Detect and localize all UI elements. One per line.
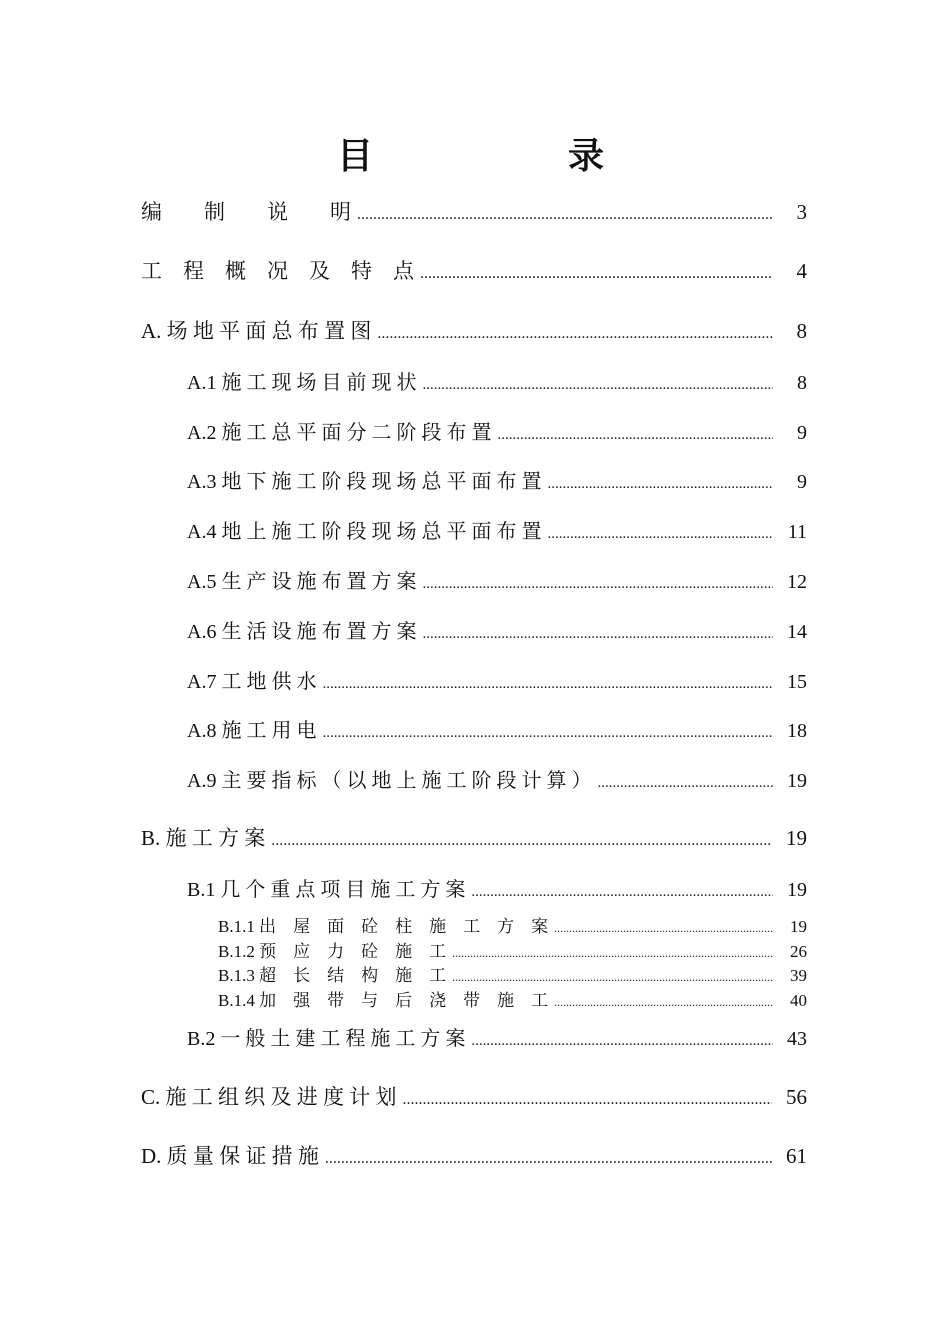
leader-dots	[422, 626, 773, 643]
toc-entry-label: 编 制 说 明	[141, 200, 351, 224]
toc-entry-label: A.9 主 要 指 标 （ 以 地 上 施 工 阶 段 计 算 ）	[187, 770, 592, 792]
toc-entry-label: C. 施 工 组 织 及 进 度 计 划	[141, 1085, 397, 1109]
toc-entry-label: B.2 一 般 土 建 工 程 施 工 方 案	[187, 1028, 466, 1050]
toc-entry[interactable]	[187, 416, 807, 445]
toc-entry[interactable]	[141, 1081, 807, 1111]
toc-entry[interactable]	[218, 937, 807, 962]
toc-entry[interactable]	[187, 1022, 807, 1051]
leader-dots	[471, 1033, 773, 1050]
leader-dots	[597, 775, 773, 792]
leader-dots	[554, 921, 773, 936]
toc-entry-page: 19	[790, 917, 807, 936]
toc-entry[interactable]	[187, 615, 807, 644]
toc-entry-page: 61	[786, 1144, 807, 1168]
toc-entry-page: 56	[786, 1085, 807, 1109]
toc-entry-page: 18	[787, 720, 807, 742]
leader-dots	[420, 265, 773, 283]
toc-entry-label: B.1.3 超 长 结 构 施 工	[218, 966, 447, 985]
leader-dots	[377, 325, 773, 343]
leader-dots	[422, 377, 773, 394]
toc-entry-label: A.4 地 上 施 工 阶 段 现 场 总 平 面 布 置	[187, 521, 542, 543]
toc-entry-page: 8	[796, 319, 807, 343]
leader-dots	[452, 970, 773, 985]
toc-entry-label: A.5 生 产 设 施 布 置 方 案	[187, 571, 417, 593]
toc-entry-label: B.1.1 出 屋 面 砼 柱 施 工 方 案	[218, 917, 549, 936]
toc-entry-page: 19	[786, 826, 807, 850]
toc-entry-page: 43	[787, 1028, 807, 1050]
leader-dots	[325, 1150, 772, 1168]
leader-dots	[452, 946, 773, 961]
toc-entry[interactable]	[141, 255, 807, 285]
leader-dots	[322, 725, 773, 742]
toc-entry[interactable]	[187, 665, 807, 694]
toc-entry[interactable]	[187, 515, 807, 544]
toc-entry-page: 9	[797, 471, 807, 493]
toc-entry-page: 19	[787, 770, 807, 792]
toc-entry[interactable]	[187, 565, 807, 594]
toc-entry[interactable]	[187, 366, 807, 395]
leader-dots	[497, 427, 773, 444]
toc-entry-label: A.6 生 活 设 施 布 置 方 案	[187, 621, 417, 643]
toc-entry-page: 4	[796, 259, 807, 283]
leader-dots	[322, 676, 773, 693]
leader-dots	[357, 206, 773, 224]
toc-entry[interactable]	[218, 961, 807, 986]
toc-entry-page: 8	[797, 372, 807, 394]
toc-entry-label: A.3 地 下 施 工 阶 段 现 场 总 平 面 布 置	[187, 471, 542, 493]
toc-entry[interactable]	[187, 873, 807, 902]
leader-dots	[547, 476, 773, 493]
leader-dots	[422, 576, 773, 593]
toc-entry-page: 39	[790, 966, 807, 985]
toc-entry-page: 26	[790, 942, 807, 961]
toc-entry[interactable]	[141, 196, 807, 226]
toc-entry-label: A.2 施 工 总 平 面 分 二 阶 段 布 置	[187, 422, 492, 444]
toc-entry-label: B.1 几 个 重 点 项 目 施 工 方 案	[187, 879, 466, 901]
toc-entry-page: 3	[796, 200, 807, 224]
toc-entry-label: A.7 工 地 供 水	[187, 671, 317, 693]
toc-entry-page: 11	[787, 521, 807, 543]
leader-dots	[271, 832, 772, 850]
toc-entry-page: 40	[790, 991, 807, 1010]
toc-entry[interactable]	[141, 822, 807, 852]
toc-entry[interactable]	[141, 315, 807, 345]
toc-entry-label: A. 场 地 平 面 总 布 置 图	[141, 319, 372, 343]
toc-entry[interactable]	[187, 764, 807, 793]
toc-entry[interactable]	[218, 912, 807, 937]
toc-entry[interactable]	[187, 465, 807, 494]
toc-entry-label: B.1.4 加 强 带 与 后 浇 带 施 工	[218, 991, 549, 1010]
leader-dots	[554, 995, 773, 1010]
toc-entry-label: A.8 施 工 用 电	[187, 720, 317, 742]
toc-entry-page: 14	[787, 621, 807, 643]
leader-dots	[403, 1091, 772, 1109]
toc-entry[interactable]	[187, 714, 807, 743]
toc-entry-label: 工 程 概 况 及 特 点	[141, 259, 414, 283]
toc-entry-page: 9	[797, 422, 807, 444]
title-char-1: 目	[337, 136, 374, 177]
toc-entry-page: 12	[787, 571, 807, 593]
toc-entry-page: 15	[787, 671, 807, 693]
title-char-2: 录	[568, 136, 605, 177]
toc-entry-label: A.1 施 工 现 场 目 前 现 状	[187, 372, 417, 394]
toc-entry-label: B.1.2 预 应 力 砼 施 工	[218, 942, 447, 961]
toc-entry-page: 19	[787, 879, 807, 901]
leader-dots	[471, 884, 773, 901]
leader-dots	[547, 526, 773, 543]
toc-entry-label: D. 质 量 保 证 措 施	[141, 1144, 319, 1168]
toc-entry[interactable]	[141, 1140, 807, 1170]
toc-entry[interactable]	[218, 986, 807, 1011]
toc-entry-label: B. 施 工 方 案	[141, 826, 266, 850]
